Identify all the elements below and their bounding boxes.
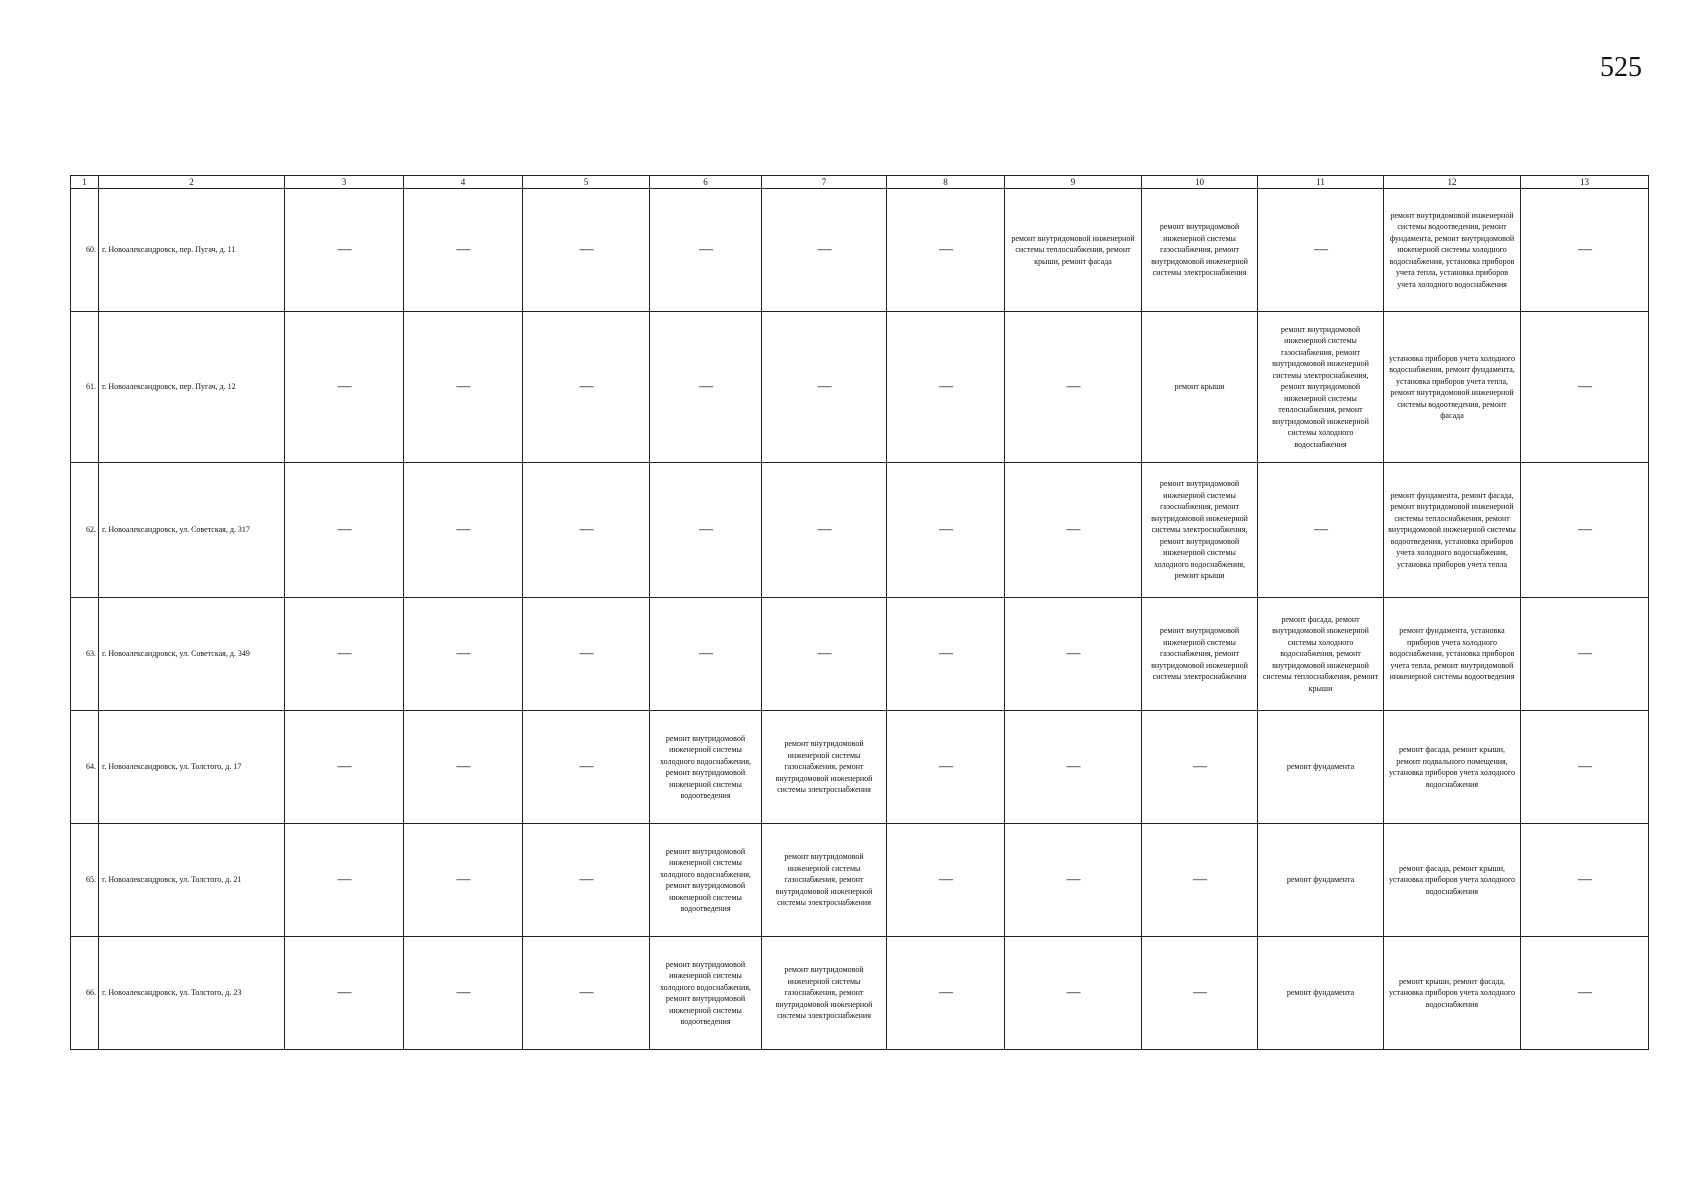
cell-c7: — (762, 189, 887, 312)
cell-c5: — (523, 463, 650, 598)
address-cell: г. Новоалександровск, ул. Советская, д. 317 (99, 463, 285, 598)
cell-c10: — (1142, 824, 1258, 937)
table-row (71, 824, 1649, 937)
column-number: 8 (887, 176, 1005, 189)
column-number: 1 (71, 176, 99, 189)
row-number: 63. (71, 598, 99, 711)
address-cell: г. Новоалександровск, ул. Советская, д. 349 (99, 598, 285, 711)
address-cell: г. Новоалександровск, ул. Толстого, д. 21 (99, 824, 285, 937)
page-number: 525 (1600, 52, 1642, 83)
cell-c9: — (1005, 463, 1142, 598)
cell-c7: ремонт внутридомовой инженерной системы газоснабжения, ремонт внутридомовой инженерной системы электроснабжения (762, 711, 887, 824)
cell-c7: — (762, 598, 887, 711)
cell-c6: — (650, 598, 762, 711)
cell-c10: ремонт внутридомовой инженерной системы газоснабжения, ремонт внутридомовой инженерной системы электроснабжения, ремонт внутридомовой инженерной системы холодного водоснабжения, ремонт крыши (1142, 463, 1258, 598)
table-row (71, 598, 1649, 711)
cell-c6: ремонт внутридомовой инженерной системы холодного водоснабжения, ремонт внутридомовой инженерной системы водоотведения (650, 824, 762, 937)
cell-c5: — (523, 312, 650, 463)
cell-c13: — (1521, 711, 1649, 824)
address-cell: г. Новоалександровск, пер. Пугач, д. 11 (99, 189, 285, 312)
cell-c13: — (1521, 937, 1649, 1050)
cell-c13: — (1521, 463, 1649, 598)
cell-c4: — (404, 598, 523, 711)
cell-c3: — (285, 463, 404, 598)
row-number: 62. (71, 463, 99, 598)
cell-c10: ремонт внутридомовой инженерной системы газоснабжения, ремонт внутридомовой инженерной системы электроснабжения (1142, 189, 1258, 312)
row-number: 66. (71, 937, 99, 1050)
cell-c6: — (650, 312, 762, 463)
repair-schedule-table (70, 175, 1649, 1050)
cell-c11: ремонт фундамента (1258, 937, 1384, 1050)
cell-c8: — (887, 189, 1005, 312)
cell-c11: — (1258, 463, 1384, 598)
column-number: 11 (1258, 176, 1384, 189)
cell-c4: — (404, 463, 523, 598)
cell-c3: — (285, 598, 404, 711)
cell-c9: — (1005, 937, 1142, 1050)
cell-c11: ремонт внутридомовой инженерной системы газоснабжения, ремонт внутридомовой инженерной системы электроснабжения, ремонт внутридомовой инженерной системы теплоснабжения, ремонт внутридомовой инженерной системы холодного водоснабжения (1258, 312, 1384, 463)
cell-c9: — (1005, 312, 1142, 463)
column-number: 4 (404, 176, 523, 189)
cell-c5: — (523, 598, 650, 711)
cell-c5: — (523, 937, 650, 1050)
table-row (71, 312, 1649, 463)
cell-c12: ремонт фасада, ремонт крыши, установка приборов учета холодного водоснабжения (1384, 824, 1521, 937)
cell-c10: — (1142, 711, 1258, 824)
cell-c5: — (523, 189, 650, 312)
cell-c3: — (285, 937, 404, 1050)
table-row (71, 711, 1649, 824)
row-number: 65. (71, 824, 99, 937)
column-number-row (71, 176, 1649, 189)
table-row (71, 937, 1649, 1050)
cell-c8: — (887, 711, 1005, 824)
cell-c5: — (523, 824, 650, 937)
cell-c12: ремонт внутридомовой инженерной системы водоотведения, ремонт фундамента, ремонт внутридомовой инженерной системы холодного водоснабжения, установка приборов учета тепла, установка приборов учета холодного водоснабжения (1384, 189, 1521, 312)
cell-c6: ремонт внутридомовой инженерной системы холодного водоснабжения, ремонт внутридомовой инженерной системы водоотведения (650, 711, 762, 824)
cell-c6: ремонт внутридомовой инженерной системы холодного водоснабжения, ремонт внутридомовой инженерной системы водоотведения (650, 937, 762, 1050)
cell-c10: ремонт крыши (1142, 312, 1258, 463)
column-number: 7 (762, 176, 887, 189)
cell-c4: — (404, 711, 523, 824)
table-row (71, 189, 1649, 312)
cell-c7: ремонт внутридомовой инженерной системы газоснабжения, ремонт внутридомовой инженерной системы электроснабжения (762, 824, 887, 937)
cell-c11: ремонт фасада, ремонт внутридомовой инженерной системы холодного водоснабжения, ремонт внутридомовой инженерной системы теплоснабжения, ремонт крыши (1258, 598, 1384, 711)
address-cell: г. Новоалександровск, пер. Пугач, д. 12 (99, 312, 285, 463)
cell-c13: — (1521, 189, 1649, 312)
cell-c12: ремонт фундамента, ремонт фасада, ремонт внутридомовой инженерной системы теплоснабжения, ремонт внутридомовой инженерной системы водоотведения, установка приборов учета холодного водоснабжения, установка приборов учета тепла (1384, 463, 1521, 598)
cell-c4: — (404, 937, 523, 1050)
cell-c13: — (1521, 824, 1649, 937)
column-number: 10 (1142, 176, 1258, 189)
cell-c12: ремонт фасада, ремонт крыши, ремонт подвального помещения, установка приборов учета холодного водоснабжения (1384, 711, 1521, 824)
column-number: 5 (523, 176, 650, 189)
column-number: 9 (1005, 176, 1142, 189)
cell-c6: — (650, 463, 762, 598)
cell-c8: — (887, 937, 1005, 1050)
cell-c8: — (887, 824, 1005, 937)
cell-c3: — (285, 189, 404, 312)
row-number: 64. (71, 711, 99, 824)
cell-c8: — (887, 463, 1005, 598)
column-number: 3 (285, 176, 404, 189)
cell-c5: — (523, 711, 650, 824)
cell-c11: ремонт фундамента (1258, 711, 1384, 824)
cell-c9: — (1005, 711, 1142, 824)
cell-c7: — (762, 312, 887, 463)
cell-c3: — (285, 312, 404, 463)
cell-c10: ремонт внутридомовой инженерной системы газоснабжения, ремонт внутридомовой инженерной системы электроснабжения (1142, 598, 1258, 711)
cell-c4: — (404, 312, 523, 463)
cell-c12: ремонт фундамента, установка приборов учета холодного водоснабжения, установка приборов учета тепла, ремонт внутридомовой инженерной системы водоотведения (1384, 598, 1521, 711)
cell-c4: — (404, 189, 523, 312)
cell-c12: ремонт крыши, ремонт фасада, установка приборов учета холодного водоснабжения (1384, 937, 1521, 1050)
table-row (71, 463, 1649, 598)
address-cell: г. Новоалександровск, ул. Толстого, д. 17 (99, 711, 285, 824)
column-number: 6 (650, 176, 762, 189)
cell-c7: — (762, 463, 887, 598)
cell-c9: — (1005, 598, 1142, 711)
column-number: 12 (1384, 176, 1521, 189)
cell-c6: — (650, 189, 762, 312)
cell-c13: — (1521, 598, 1649, 711)
cell-c9: ремонт внутридомовой инженерной системы теплоснабжения, ремонт крыши, ремонт фасада (1005, 189, 1142, 312)
cell-c9: — (1005, 824, 1142, 937)
cell-c8: — (887, 598, 1005, 711)
column-number: 2 (99, 176, 285, 189)
cell-c12: установка приборов учета холодного водоснабжения, ремонт фундамента, установка приборов учета тепла, ремонт внутридомовой инженерной системы водоотведения, ремонт фасада (1384, 312, 1521, 463)
cell-c11: — (1258, 189, 1384, 312)
cell-c3: — (285, 824, 404, 937)
cell-c7: ремонт внутридомовой инженерной системы газоснабжения, ремонт внутридомовой инженерной системы электроснабжения (762, 937, 887, 1050)
cell-c13: — (1521, 312, 1649, 463)
cell-c3: — (285, 711, 404, 824)
row-number: 60. (71, 189, 99, 312)
cell-c8: — (887, 312, 1005, 463)
cell-c4: — (404, 824, 523, 937)
address-cell: г. Новоалександровск, ул. Толстого, д. 23 (99, 937, 285, 1050)
cell-c11: ремонт фундамента (1258, 824, 1384, 937)
column-number: 13 (1521, 176, 1649, 189)
cell-c10: — (1142, 937, 1258, 1050)
row-number: 61. (71, 312, 99, 463)
